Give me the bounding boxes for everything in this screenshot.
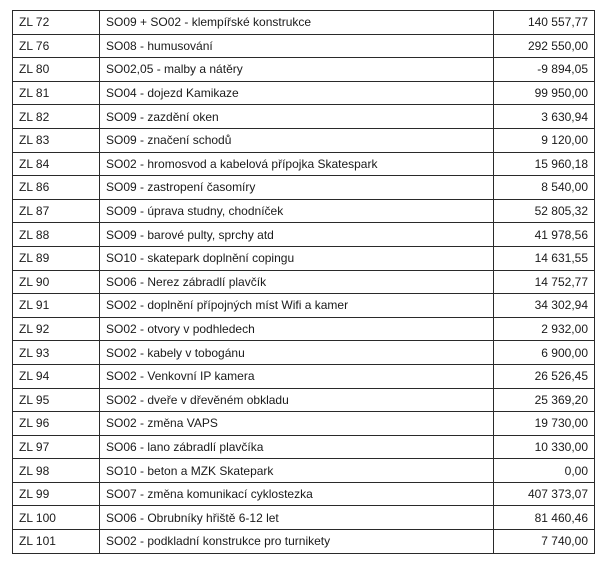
- row-code-cell: ZL 89: [13, 246, 100, 270]
- table-row: [13, 223, 595, 247]
- table-row: [13, 199, 595, 223]
- table-row: [13, 388, 595, 412]
- table-row: [13, 270, 595, 294]
- row-description-cell: SO09 - úprava studny, chodníček: [100, 199, 494, 223]
- row-amount-cell: 14 631,55: [494, 246, 595, 270]
- row-code-cell: ZL 82: [13, 105, 100, 129]
- row-amount-cell: 140 557,77: [494, 11, 595, 35]
- row-code-cell: ZL 92: [13, 317, 100, 341]
- table-row: [13, 246, 595, 270]
- row-code-cell: ZL 76: [13, 34, 100, 58]
- row-code-cell: ZL 88: [13, 223, 100, 247]
- row-code-cell: ZL 93: [13, 341, 100, 365]
- row-code-cell: ZL 81: [13, 81, 100, 105]
- row-description-cell: SO10 - beton a MZK Skatepark: [100, 459, 494, 483]
- row-code-cell: ZL 101: [13, 530, 100, 554]
- row-description-cell: SO02,05 - malby a nátěry: [100, 58, 494, 82]
- row-amount-cell: 15 960,18: [494, 152, 595, 176]
- row-amount-cell: -9 894,05: [494, 58, 595, 82]
- row-description-cell: SO10 - skatepark doplnění copingu: [100, 246, 494, 270]
- row-description-cell: SO07 - změna komunikací cyklostezka: [100, 482, 494, 506]
- table-row: [13, 364, 595, 388]
- row-code-cell: ZL 86: [13, 176, 100, 200]
- row-amount-cell: 10 330,00: [494, 435, 595, 459]
- row-code-cell: ZL 95: [13, 388, 100, 412]
- row-code-cell: ZL 99: [13, 482, 100, 506]
- table-row: [13, 341, 595, 365]
- row-description-cell: SO09 + SO02 - klempířské konstrukce: [100, 11, 494, 35]
- table-row: [13, 34, 595, 58]
- table-body: [13, 11, 595, 554]
- table-row: [13, 530, 595, 554]
- row-code-cell: ZL 84: [13, 152, 100, 176]
- table-row: [13, 105, 595, 129]
- table-row: [13, 482, 595, 506]
- row-amount-cell: 6 900,00: [494, 341, 595, 365]
- table-row: [13, 11, 595, 35]
- row-amount-cell: 26 526,45: [494, 364, 595, 388]
- table-row: [13, 58, 595, 82]
- table-row: [13, 317, 595, 341]
- row-code-cell: ZL 83: [13, 128, 100, 152]
- row-description-cell: SO09 - značení schodů: [100, 128, 494, 152]
- row-description-cell: SO09 - zazdění oken: [100, 105, 494, 129]
- row-description-cell: SO02 - Venkovní IP kamera: [100, 364, 494, 388]
- row-code-cell: ZL 96: [13, 412, 100, 436]
- row-amount-cell: 25 369,20: [494, 388, 595, 412]
- row-description-cell: SO09 - zastropení časomíry: [100, 176, 494, 200]
- row-amount-cell: 407 373,07: [494, 482, 595, 506]
- row-amount-cell: 34 302,94: [494, 294, 595, 318]
- row-amount-cell: 7 740,00: [494, 530, 595, 554]
- row-code-cell: ZL 72: [13, 11, 100, 35]
- row-amount-cell: 52 805,32: [494, 199, 595, 223]
- row-description-cell: SO02 - podkladní konstrukce pro turnikety: [100, 530, 494, 554]
- change-list-table: [12, 10, 595, 554]
- row-amount-cell: 0,00: [494, 459, 595, 483]
- row-amount-cell: 14 752,77: [494, 270, 595, 294]
- row-code-cell: ZL 98: [13, 459, 100, 483]
- row-description-cell: SO02 - kabely v tobogánu: [100, 341, 494, 365]
- row-description-cell: SO02 - hromosvod a kabelová přípojka Skatespark: [100, 152, 494, 176]
- row-amount-cell: 292 550,00: [494, 34, 595, 58]
- row-code-cell: ZL 90: [13, 270, 100, 294]
- row-description-cell: SO06 - Nerez zábradlí plavčík: [100, 270, 494, 294]
- row-amount-cell: 41 978,56: [494, 223, 595, 247]
- table-row: [13, 435, 595, 459]
- table-row: [13, 459, 595, 483]
- row-code-cell: ZL 87: [13, 199, 100, 223]
- row-description-cell: SO02 - dveře v dřevěném obkladu: [100, 388, 494, 412]
- table-row: [13, 176, 595, 200]
- row-amount-cell: 9 120,00: [494, 128, 595, 152]
- row-code-cell: ZL 94: [13, 364, 100, 388]
- row-amount-cell: 3 630,94: [494, 105, 595, 129]
- row-description-cell: SO02 - otvory v podhledech: [100, 317, 494, 341]
- row-code-cell: ZL 80: [13, 58, 100, 82]
- table-row: [13, 294, 595, 318]
- table-row: [13, 81, 595, 105]
- row-description-cell: SO06 - lano zábradlí plavčíka: [100, 435, 494, 459]
- table-row: [13, 506, 595, 530]
- row-amount-cell: 99 950,00: [494, 81, 595, 105]
- row-description-cell: SO08 - humusování: [100, 34, 494, 58]
- row-description-cell: SO02 - změna VAPS: [100, 412, 494, 436]
- table-row: [13, 128, 595, 152]
- row-amount-cell: 19 730,00: [494, 412, 595, 436]
- row-code-cell: ZL 91: [13, 294, 100, 318]
- row-amount-cell: 81 460,46: [494, 506, 595, 530]
- table-row: [13, 152, 595, 176]
- row-description-cell: SO02 - doplnění přípojných míst Wifi a kamer: [100, 294, 494, 318]
- table-row: [13, 412, 595, 436]
- row-description-cell: SO04 - dojezd Kamikaze: [100, 81, 494, 105]
- row-amount-cell: 2 932,00: [494, 317, 595, 341]
- row-code-cell: ZL 97: [13, 435, 100, 459]
- row-code-cell: ZL 100: [13, 506, 100, 530]
- row-description-cell: SO09 - barové pulty, sprchy atd: [100, 223, 494, 247]
- row-description-cell: SO06 - Obrubníky hřiště 6-12 let: [100, 506, 494, 530]
- row-amount-cell: 8 540,00: [494, 176, 595, 200]
